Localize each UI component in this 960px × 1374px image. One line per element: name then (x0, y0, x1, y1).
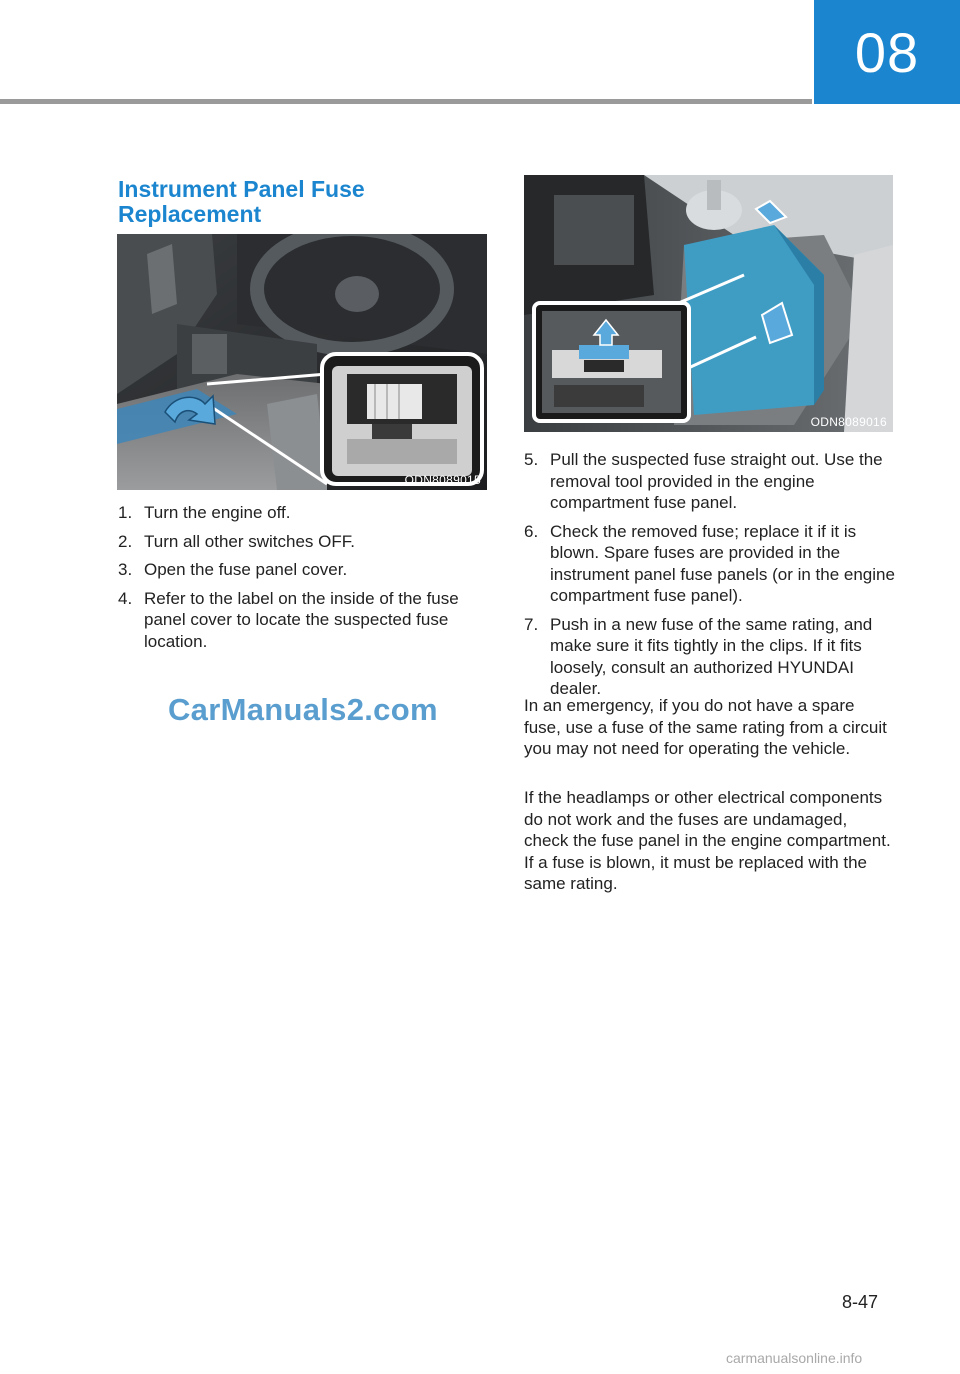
list-item: 2. Turn all other switches OFF. (118, 531, 355, 551)
engine-fuse-box-illustration (524, 175, 893, 432)
list-item: 4. Refer to the label on the inside of the fuse panel cover to locate the suspected fuse location. (118, 588, 459, 651)
chapter-number: 08 (854, 20, 920, 84)
list-item: 7. Push in a new fuse of the same rating, and make sure it fits tightly in the clips. If it fits loosely, consult an authorized HYUNDAI dealer. (524, 614, 873, 698)
steps-list-left (118, 502, 478, 659)
figure-code: ODN8089015 (404, 473, 481, 487)
list-item: 6. Check the removed fuse; replace it if it is blown. Spare fuses are provided in the instrument panel fuse panels (or in the engine compartment fuse panel). (524, 521, 895, 605)
paragraph-emergency: In an emergency, if you do not have a spare fuse, use a fuse of the same rating from a circuit you may not need for operating the vehicle. (524, 696, 887, 758)
section-title: Instrument Panel Fuse Replacement (118, 176, 365, 227)
chapter-tab (814, 0, 960, 104)
list-item: 5. Pull the suspected fuse straight out. Use the removal tool provided in the engine compartment fuse panel. (524, 450, 883, 512)
page-number: 8-47 (842, 1292, 879, 1312)
paragraph-headlamps: If the headlamps or other electrical components do not work and the fuses are undamaged, check the fuse panel in the engine compartment. If a fuse is blown, it must be replaced with the same rating. (524, 788, 891, 893)
header-rule (0, 99, 812, 104)
figure-engine-fuse-box (524, 175, 893, 432)
figure-code: ODN8089016 (810, 415, 887, 429)
watermark: CarManuals2.com (168, 692, 438, 727)
steps-list-right (524, 449, 896, 707)
footer-watermark: carmanualsonline.info (726, 1350, 863, 1366)
list-item: 3. Open the fuse panel cover. (118, 560, 348, 579)
instrument-panel-illustration (117, 234, 487, 490)
list-item: 1. Turn the engine off. (118, 503, 291, 522)
figure-instrument-panel (117, 234, 487, 490)
